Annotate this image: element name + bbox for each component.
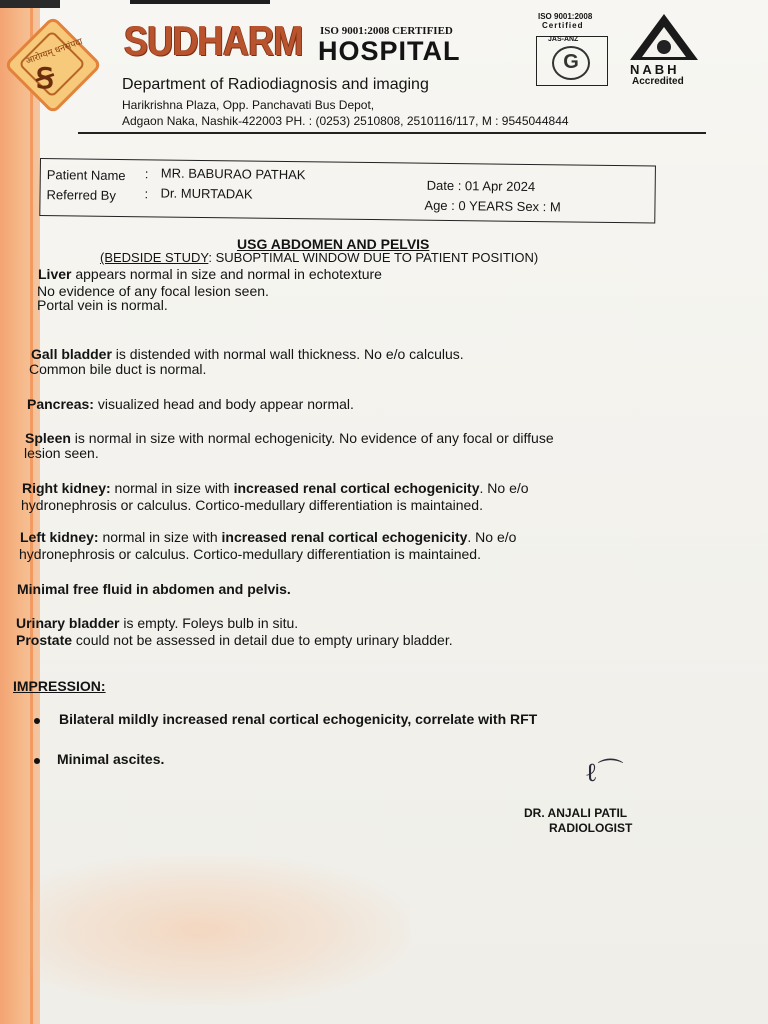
right-kidney-text-a: normal in size with [110, 480, 234, 496]
left-kidney-echogenicity: increased renal cortical echogenicity [221, 529, 468, 545]
logo-motto: आरोग्यम् धनसंपदा [24, 36, 84, 66]
jas-anz-label: JAS-ANZ [548, 36, 579, 43]
left-kidney-label: Left kidney: [20, 529, 99, 545]
nabh-emblem [657, 40, 671, 54]
gallbladder-text: is distended with normal wall thickness. No e/o calculus. [111, 346, 464, 362]
header-divider [78, 132, 706, 134]
report-title: USG ABDOMEN AND PELVIS [237, 236, 430, 252]
spleen-text: is normal in size with normal echogenicity. No evidence of any focal or diffuse [70, 430, 554, 446]
urinary-bladder-text: is empty. Foleys bulb in situ. [119, 615, 299, 631]
paper-stain [30, 855, 410, 1005]
bullet-icon [34, 758, 40, 764]
pancreas-finding [27, 396, 354, 412]
liver-label: Liver [38, 266, 72, 282]
referred-by-label: Referred By [46, 187, 117, 203]
right-kidney-finding [22, 480, 529, 496]
liver-text: appears normal in size and normal in echotexture [71, 266, 382, 282]
bullet-icon [34, 718, 40, 724]
scan-edge-top [130, 0, 270, 4]
spleen-line-2: lesion seen. [24, 445, 99, 461]
age-sex: Age : 0 YEARS Sex : M [424, 197, 561, 215]
iso-certified-line: ISO 9001:2008 CERTIFIED [320, 25, 453, 37]
patient-name-label: Patient Name [46, 167, 126, 184]
signature-mark-icon: ℓ⌒ [585, 758, 624, 788]
patient-name-sep: : [144, 166, 149, 182]
right-kidney-label: Right kidney: [22, 480, 111, 496]
impression-item-2: Minimal ascites. [57, 751, 165, 767]
address-line-2: Adgaon Naka, Nashik-422003 PH. : (0253) 2510808, 2510116/117, M : 9545044844 [122, 114, 569, 128]
left-kidney-text-a: normal in size with [98, 529, 222, 545]
spleen-finding [25, 430, 554, 446]
pancreas-label: Pancreas: [27, 396, 94, 412]
gallbladder-finding [31, 346, 464, 362]
liver-finding [38, 266, 382, 282]
scan-edge [0, 0, 60, 8]
department-title: Department of Radiodiagnosis and imaging [122, 76, 429, 93]
jas-anz-logo-icon: G [552, 46, 590, 80]
liver-line-2: No evidence of any focal lesion seen. [37, 283, 269, 299]
right-kidney-echogenicity: increased renal cortical echogenicity [233, 480, 480, 496]
referred-by: Dr. MURTADAK [160, 185, 253, 202]
referred-by-sep: : [144, 186, 149, 202]
logo-emblem: Ꞩ [36, 63, 54, 94]
subtitle-underlined: (BEDSIDE STUDY [100, 250, 209, 265]
patient-name: MR. BABURAO PATHAK [160, 165, 306, 183]
address-line-1: Harikrishna Plaza, Opp. Panchavati Bus Depot, [122, 98, 375, 112]
nabh-label: NABH [630, 62, 680, 77]
cert-certified-label: Certified [542, 21, 584, 30]
radiologist-name: DR. ANJALI PATIL [524, 806, 628, 820]
urinary-bladder-label: Urinary bladder [16, 615, 120, 631]
pancreas-text: visualized head and body appear normal. [93, 396, 354, 412]
right-kidney-line-2: hydronephrosis or calculus. Cortico-medullary differentiation is maintained. [21, 497, 483, 513]
nabh-accredited: Accredited [632, 76, 684, 87]
spleen-label: Spleen [25, 430, 71, 446]
left-kidney-line-2: hydronephrosis or calculus. Cortico-medullary differentiation is maintained. [19, 546, 481, 562]
prostate-finding [16, 632, 453, 648]
left-kidney-finding [20, 529, 516, 545]
radiologist-role: RADIOLOGIST [549, 821, 633, 835]
patient-info-box [39, 158, 656, 224]
impression-heading: IMPRESSION: [13, 678, 106, 694]
free-fluid-finding: Minimal free fluid in abdomen and pelvis. [17, 581, 291, 597]
prostate-text: could not be assessed in detail due to empty urinary bladder. [72, 632, 453, 648]
gallbladder-line-2: Common bile duct is normal. [29, 361, 207, 377]
prostate-label: Prostate [16, 632, 73, 648]
right-kidney-text-b: . No e/o [479, 480, 529, 496]
cert-iso-label: ISO 9001:2008 [538, 12, 593, 21]
impression-item-1: Bilateral mildly increased renal cortical echogenicity, correlate with RFT [59, 711, 538, 727]
report-subtitle [100, 250, 538, 265]
liver-line-3: Portal vein is normal. [37, 297, 168, 313]
hospital-word: HOSPITAL [318, 36, 461, 66]
report-date: Date : 01 Apr 2024 [426, 177, 536, 195]
urinary-bladder-finding [16, 615, 298, 631]
left-kidney-text-b: . No e/o [467, 529, 517, 545]
subtitle-rest: : SUBOPTIMAL WINDOW DUE TO PATIENT POSITION) [208, 250, 539, 265]
hospital-brand: SUDHARM [124, 17, 303, 64]
gallbladder-label: Gall bladder [31, 346, 112, 362]
